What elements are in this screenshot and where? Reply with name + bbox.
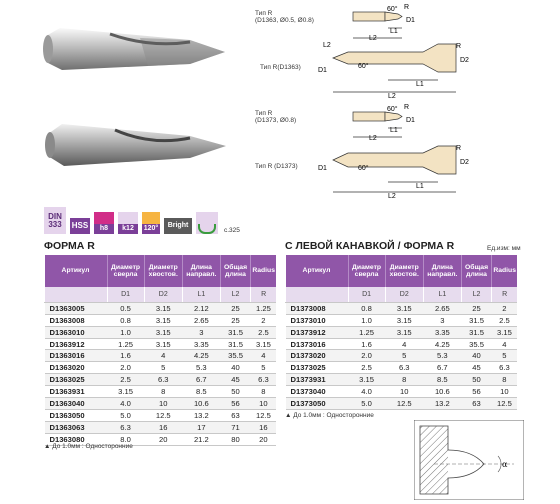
value-cell: 20 <box>144 433 182 445</box>
value-cell: 4.25 <box>423 338 461 350</box>
value-cell: 2 <box>492 302 517 314</box>
dim-l2-1: L2 <box>369 35 377 42</box>
value-cell: 10.6 <box>182 398 220 410</box>
value-cell: 5.0 <box>107 409 144 421</box>
value-cell: 40 <box>461 350 492 362</box>
article-cell: D1363016 <box>45 350 108 362</box>
value-cell: 10.6 <box>423 386 461 398</box>
angle-badge: 120° <box>142 212 160 234</box>
value-cell: 12.5 <box>144 409 182 421</box>
value-cell: 56 <box>461 386 492 398</box>
subcol-blank <box>45 287 108 302</box>
value-cell: 6.7 <box>423 362 461 374</box>
article-cell: D1373016 <box>286 338 349 350</box>
dim-d2-1: D2 <box>460 57 469 64</box>
value-cell: 3.15 <box>492 326 517 338</box>
alpha-label: α <box>502 460 508 469</box>
article-cell: D1363080 <box>45 433 108 445</box>
table-row <box>286 362 518 374</box>
subcol-d1: D1 <box>107 287 144 302</box>
value-cell: 2.0 <box>348 350 385 362</box>
value-cell: 50 <box>220 386 251 398</box>
value-cell: 4 <box>492 338 517 350</box>
value-cell: 8.5 <box>423 374 461 386</box>
col-shank-diameter: Диаметр хвостов. <box>144 255 182 287</box>
value-cell: 3.35 <box>423 326 461 338</box>
value-cell: 3.15 <box>251 338 276 350</box>
value-cell: 4 <box>251 350 276 362</box>
value-cell: 35.5 <box>461 338 492 350</box>
value-cell: 5 <box>251 362 276 374</box>
article-cell: D1373010 <box>286 314 349 326</box>
subcol-r: R <box>492 287 517 302</box>
article-cell: D1363010 <box>45 326 108 338</box>
article-cell: D1373020 <box>286 350 349 362</box>
col-pilot-length: Длина направл. <box>423 255 461 287</box>
value-cell: 8.0 <box>107 433 144 445</box>
value-cell: 8 <box>492 374 517 386</box>
value-cell: 5 <box>144 362 182 374</box>
value-cell: 3.15 <box>385 326 423 338</box>
footnote-right: ▲ До 1.0мм : Односторонние <box>285 412 374 419</box>
value-cell: 5 <box>385 350 423 362</box>
table-row <box>45 386 277 398</box>
table-row <box>45 409 277 421</box>
dim-angle-1: 60° <box>387 6 398 13</box>
article-cell: D1363040 <box>45 398 108 410</box>
value-cell: 13.2 <box>423 398 461 410</box>
value-cell: 4 <box>144 350 182 362</box>
page-ref: c.325 <box>224 226 240 234</box>
value-cell: 2 <box>251 314 276 326</box>
value-cell: 2.5 <box>251 326 276 338</box>
type-r-label-a: Тип R (D1363, Ø0.5, Ø0.8) <box>255 10 314 25</box>
value-cell: 21.2 <box>182 433 220 445</box>
value-cell: 71 <box>220 421 251 433</box>
subcol-blank <box>286 287 349 302</box>
value-cell: 3.35 <box>182 338 220 350</box>
table-row <box>45 338 277 350</box>
article-cell: D1373050 <box>286 398 349 410</box>
dim-r-3: R <box>404 104 410 111</box>
dim-l1-3: L1 <box>390 127 398 134</box>
value-cell: 1.6 <box>348 338 385 350</box>
subcol-l2: L2 <box>220 287 251 302</box>
dim-d1-1: D1 <box>406 17 415 24</box>
value-cell: 56 <box>220 398 251 410</box>
value-cell: 5 <box>492 350 517 362</box>
hss-badge: HSS <box>70 218 90 234</box>
value-cell: 3.15 <box>348 374 385 386</box>
dim-l1-4: L1 <box>416 183 424 190</box>
value-cell: 6.3 <box>144 374 182 386</box>
article-cell: D1373912 <box>286 326 349 338</box>
bright-badge: Bright <box>164 218 192 234</box>
value-cell: 31.5 <box>220 338 251 350</box>
article-cell: D1363025 <box>45 374 108 386</box>
col-radius: Radius <box>492 255 517 287</box>
value-cell: 1.0 <box>348 314 385 326</box>
dim-l1-1: L1 <box>390 28 398 35</box>
drill-photo-top <box>40 8 235 83</box>
value-cell: 4.0 <box>107 398 144 410</box>
type-r-d1363-label: Тип R(D1363) <box>260 64 301 71</box>
value-cell: 2.5 <box>348 362 385 374</box>
value-cell: 4.25 <box>182 350 220 362</box>
article-cell: D1373025 <box>286 362 349 374</box>
article-cell: D1363931 <box>45 386 108 398</box>
table-row <box>45 326 277 338</box>
table-row <box>286 386 518 398</box>
value-cell: 45 <box>461 362 492 374</box>
value-cell: 6.3 <box>107 421 144 433</box>
value-cell: 2.5 <box>107 374 144 386</box>
value-cell: 12.5 <box>251 409 276 421</box>
value-cell: 4.0 <box>348 386 385 398</box>
value-cell: 3.15 <box>144 302 182 314</box>
value-cell: 1.0 <box>107 326 144 338</box>
dim-l2-3: L2 <box>369 135 377 142</box>
value-cell: 8 <box>251 386 276 398</box>
value-cell: 3 <box>423 314 461 326</box>
value-cell: 35.5 <box>220 350 251 362</box>
table-row <box>286 302 518 314</box>
value-cell: 25 <box>461 302 492 314</box>
table-row <box>286 374 518 386</box>
table-row <box>286 326 518 338</box>
dim-l2-4: L2 <box>388 193 396 200</box>
value-cell: 8.5 <box>182 386 220 398</box>
value-cell: 10 <box>385 386 423 398</box>
value-cell: 6.3 <box>492 362 517 374</box>
value-cell: 80 <box>220 433 251 445</box>
dim-angle-3: 60° <box>387 106 398 113</box>
spec-badges <box>44 207 240 234</box>
dim-l1-2: L1 <box>416 81 424 88</box>
subcol-d2: D2 <box>144 287 182 302</box>
value-cell: 1.6 <box>107 350 144 362</box>
value-cell: 20 <box>251 433 276 445</box>
unit-label: Ед.изм: мм <box>487 245 521 252</box>
value-cell: 2.12 <box>182 302 220 314</box>
value-cell: 2.0 <box>107 362 144 374</box>
value-cell: 0.8 <box>107 314 144 326</box>
article-cell: D1373040 <box>286 386 349 398</box>
k12-badge: k12 <box>118 212 138 234</box>
value-cell: 3.15 <box>144 326 182 338</box>
value-cell: 5.3 <box>182 362 220 374</box>
subcol-d2: D2 <box>385 287 423 302</box>
value-cell: 3.15 <box>385 314 423 326</box>
value-cell: 10 <box>492 386 517 398</box>
value-cell: 5.3 <box>423 350 461 362</box>
value-cell: 2.65 <box>182 314 220 326</box>
subcol-l1: L1 <box>423 287 461 302</box>
value-cell: 25 <box>220 302 251 314</box>
type-r-label-b: Тип R (D1373, Ø0.8) <box>255 110 297 125</box>
subcol-d1: D1 <box>348 287 385 302</box>
value-cell: 10 <box>144 398 182 410</box>
col-shank-diameter: Диаметр хвостов. <box>385 255 423 287</box>
value-cell: 31.5 <box>461 326 492 338</box>
article-cell: D1363008 <box>45 314 108 326</box>
shank-icon <box>94 212 114 224</box>
value-cell: 2.5 <box>492 314 517 326</box>
col-pilot-length: Длина направл. <box>182 255 220 287</box>
spec-table-left-groove <box>285 255 517 410</box>
subcol-l1: L1 <box>182 287 220 302</box>
value-cell: 16 <box>144 421 182 433</box>
value-cell: 16 <box>251 421 276 433</box>
dim-d1-3: D1 <box>406 117 415 124</box>
value-cell: 40 <box>220 362 251 374</box>
value-cell: 31.5 <box>220 326 251 338</box>
cross-section-drawing <box>414 420 524 500</box>
subcol-l2: L2 <box>461 287 492 302</box>
table-row <box>45 398 277 410</box>
value-cell: 12.5 <box>385 398 423 410</box>
article-cell: D1373931 <box>286 374 349 386</box>
subcol-r: R <box>251 287 276 302</box>
value-cell: 8 <box>385 374 423 386</box>
value-cell: 10 <box>251 398 276 410</box>
point-angle-icon <box>142 212 160 224</box>
col-drill-diameter: Диаметр сверла <box>348 255 385 287</box>
value-cell: 3.15 <box>144 314 182 326</box>
table-row <box>286 314 518 326</box>
tolerance-icon <box>118 212 138 224</box>
value-cell: 63 <box>220 409 251 421</box>
dim-d2-2: D2 <box>460 159 469 166</box>
value-cell: 6.3 <box>251 374 276 386</box>
col-total-length: Общая длина <box>220 255 251 287</box>
table-row <box>286 338 518 350</box>
value-cell: 13.2 <box>182 409 220 421</box>
value-cell: 50 <box>461 374 492 386</box>
value-cell: 12.5 <box>492 398 517 410</box>
value-cell: 0.8 <box>348 302 385 314</box>
table-row <box>45 302 277 314</box>
value-cell: 25 <box>220 314 251 326</box>
technical-drawing-type-r <box>238 0 560 205</box>
article-cell: D1363912 <box>45 338 108 350</box>
article-cell: D1363020 <box>45 362 108 374</box>
value-cell: 2.65 <box>423 302 461 314</box>
article-cell: D1363063 <box>45 421 108 433</box>
value-cell: 6.7 <box>182 374 220 386</box>
table-row <box>286 350 518 362</box>
table-row <box>45 350 277 362</box>
col-article: Артикул <box>45 255 108 287</box>
article-cell: D1363050 <box>45 409 108 421</box>
value-cell: 17 <box>182 421 220 433</box>
value-cell: 31.5 <box>461 314 492 326</box>
type-r-d1373-label: Тип R (D1373) <box>255 163 298 170</box>
dim-angle-2: 60° <box>358 63 369 70</box>
din-badge: DIN 333 <box>44 207 66 234</box>
value-cell: 3 <box>182 326 220 338</box>
table-row <box>45 362 277 374</box>
value-cell: 0.5 <box>107 302 144 314</box>
value-cell: 63 <box>461 398 492 410</box>
table-row <box>286 398 518 410</box>
footnote-left: ▲ До 1.0мм : Односторонние <box>44 443 133 450</box>
table-row <box>45 421 277 433</box>
dim-d1-4: D1 <box>318 165 327 172</box>
dim-l2-label-a: L2 <box>323 42 331 49</box>
value-cell: 45 <box>220 374 251 386</box>
drill-photo-bottom <box>40 108 235 180</box>
col-total-length: Общая длина <box>461 255 492 287</box>
dim-d1-2: D1 <box>318 67 327 74</box>
value-cell: 5.0 <box>348 398 385 410</box>
table-row <box>45 374 277 386</box>
section-heading-left-groove: С ЛЕВОЙ КАНАВКОЙ / ФОРМА R <box>285 240 455 252</box>
value-cell: 3.15 <box>144 338 182 350</box>
value-cell: 3.15 <box>107 386 144 398</box>
col-article: Артикул <box>286 255 349 287</box>
article-cell: D1363005 <box>45 302 108 314</box>
dim-l2-2: L2 <box>388 93 396 100</box>
value-cell: 1.25 <box>348 326 385 338</box>
section-heading-form-r: ФОРМА R <box>44 240 95 252</box>
dim-angle-4: 60° <box>358 165 369 172</box>
h8-badge: h8 <box>94 212 114 234</box>
value-cell: 6.3 <box>385 362 423 374</box>
article-cell: D1373008 <box>286 302 349 314</box>
spec-table-form-r <box>44 255 276 446</box>
value-cell: 3.15 <box>385 302 423 314</box>
value-cell: 8 <box>144 386 182 398</box>
table-row <box>45 314 277 326</box>
col-drill-diameter: Диаметр сверла <box>107 255 144 287</box>
dim-r-2: R <box>456 43 462 50</box>
col-radius: Radius <box>251 255 276 287</box>
dim-r-1: R <box>404 4 410 11</box>
value-cell: 4 <box>385 338 423 350</box>
value-cell: 1.25 <box>251 302 276 314</box>
form-r-icon <box>196 212 218 234</box>
value-cell: 1.25 <box>107 338 144 350</box>
dim-r-4: R <box>456 145 462 152</box>
